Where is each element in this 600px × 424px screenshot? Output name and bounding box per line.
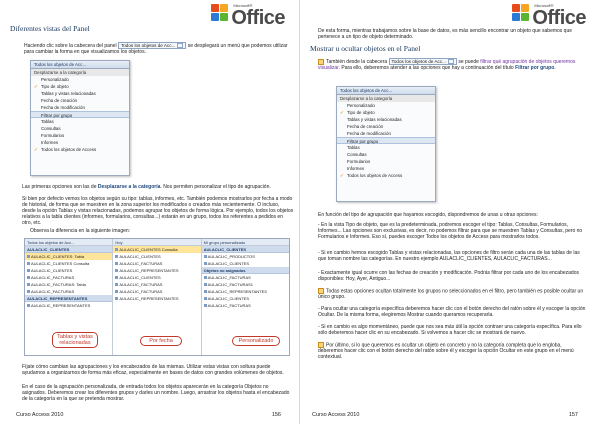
office-logo-icon — [512, 4, 530, 24]
list-item[interactable]: AULACLIC_CLIENTES — [202, 295, 289, 302]
footer-course: Curso Access 2010 — [16, 412, 64, 418]
menu-group-filter: Filtrar por grupo — [337, 137, 435, 144]
chevron-down-icon — [177, 43, 183, 48]
menu-item[interactable]: Formularios — [347, 159, 371, 164]
list-item[interactable]: AULACLIC_FACTURAS — [25, 274, 112, 281]
office-logo-icon — [211, 4, 229, 24]
list-item[interactable]: AULACLIC_FACTURAS: Tabla — [25, 281, 112, 288]
check-icon: ✓ — [34, 84, 38, 89]
chevron-down-icon — [448, 59, 454, 64]
lightbulb-icon — [318, 59, 324, 65]
list-item[interactable]: AULACLIC_CLIENTES: Tabla — [25, 253, 112, 260]
menu-item-selected[interactable]: ✓ Tipo de objeto — [34, 84, 69, 89]
menu-item-selected[interactable]: ✓ Todos los objetos de Access — [34, 147, 97, 152]
menu-item[interactable]: Consultas — [347, 152, 367, 157]
list-item[interactable]: AULACLIC_FACTURAS — [113, 281, 200, 288]
paragraph-groups: Fíjate cómo cambian las agrupaciones y los encabezados de las mismas. Utilizar estas vistas con soltura puede ayudarnos a organizarnos de forma más eficaz, especialmente en bases de datos con grandes volúmenes de objetos. — [22, 364, 284, 376]
menu-item-selected[interactable]: ✓ Todos los objetos de Access — [340, 173, 403, 178]
paragraph-observe: Observa la diferencia en la siguiente imagen: — [30, 228, 131, 234]
paragraph-collapse: - Si en cambio es algo momentáneo, puede que nos sea más útil la opción contraer una categoría específica. Para ello sólo deberemos hacer clic en su encabezado. Si volvemos a hacer clic se mostrará de nuevo. — [318, 324, 582, 336]
list-item[interactable]: AULACLIC_REPRESENTANTES — [202, 288, 289, 295]
menu-item[interactable]: Fecha de modificación — [347, 131, 391, 136]
lightbulb-icon — [318, 342, 324, 348]
panel-options-menu — [30, 60, 130, 176]
list-item[interactable]: AULACLIC_CLIENTES — [113, 253, 200, 260]
paragraph-filter: También desde la cabecera Todos los objetos de Acc... se puede filtrar qué agrupación de objetos queremos visualizar. Para ello, deberemos atender a las opciones que hay a continuación del título Filtrar por grupo. — [318, 58, 576, 71]
nav-column-date: Hoy AULACLIC_CLIENTES Consulta AULACLIC_CLIENTES AULACLIC_FACTURAS AULACLIC_REPRESENTANTES AULACLIC_CLIENTES AULACLIC_FACTURAS AULACLIC_FACTURAS AULACLIC_REPRESENTANTES — [113, 239, 201, 355]
list-item[interactable]: AULACLIC_CLIENTES — [113, 274, 200, 281]
list-item[interactable]: AULACLIC_CLIENTES — [25, 267, 112, 274]
logo-microsoft-text: Microsoft® — [534, 3, 554, 8]
callout-custom: Personalizado — [232, 336, 280, 346]
menu-item[interactable]: Tablas — [41, 119, 54, 124]
paragraph-intro: De esta forma, mientras trabajamos sobre la base de datos, es más sencillo encontrar un objeto que sabemos que pertenece a un tipo de objeto determinado. — [318, 28, 573, 40]
menu-item[interactable]: Fecha de creación — [347, 124, 384, 129]
menu-item[interactable]: Personalizado — [347, 103, 375, 108]
list-item[interactable]: AULACLIC_FACTURAS — [25, 288, 112, 295]
menu-group-filter: Filtrar por grupo — [31, 111, 129, 118]
intro-paragraph: Haciendo clic sobre la cabecera del panel Todos los objetos de Acc... se desplegará un menú que podemos utilizar para cambiar la forma en que visualizamos los objetos. — [24, 42, 288, 55]
list-item[interactable]: AULACLIC_CLIENTES — [202, 260, 289, 267]
list-item[interactable]: AULACLIC_REPRESENTANTES — [113, 267, 200, 274]
list-item[interactable]: AULACLIC_REPRESENTANTES — [25, 302, 112, 309]
menu-group-navigate: Desplazarse a la categoría — [31, 69, 129, 76]
list-item[interactable]: AULACLIC_REPRESENTANTES — [25, 295, 112, 302]
menu-item[interactable]: Formularios — [41, 133, 65, 138]
menu-header[interactable]: Todos los objetos de Acc... — [31, 61, 129, 69]
paragraph-related-tables: - Si en cambio hemos escogido Tablas y vistas relacionadas, las opciones de filtro serán cada una de las tablas de las que toman nombre las categorías. En nuestro ejemplo AULACLIC_CLIENTES, AULACLIC_FACTURAS... — [318, 250, 580, 262]
list-item[interactable]: AULACLIC_FACTURAS — [113, 260, 200, 267]
logo-office-text: Office — [532, 7, 586, 29]
list-item[interactable]: Objetos no asignados — [202, 267, 289, 274]
menu-header[interactable]: Todos los objetos de Acc... — [337, 87, 435, 95]
menu-item[interactable]: Tablas y vistas relacionadas — [347, 117, 402, 122]
page-number: 157 — [568, 412, 578, 418]
check-icon: ✓ — [340, 173, 344, 178]
panel-header-combo[interactable]: Todos los objetos de Acc... — [389, 58, 457, 65]
paragraph-options: En función del tipo de agrupación que hayamos escogido, dispondremos de unas u otras opciones: — [318, 212, 538, 218]
paragraph-hide-category: - Para ocultar una categoría específica deberemos hacer clic con el botón derecho del ratón sobre él y escoger la opción Ocultar. De la misma forma, elegiremos Mostrar cuando queramos recuperarla. — [318, 306, 586, 318]
check-icon: ✓ — [340, 110, 344, 115]
paragraph-object-type: - En la vista Tipo de objeto, que es la predeterminada, podremos escoger el tipo: Tablas, Consultas, Formularios, Informes... Las opciones son exclusivas, es decir, no podemos filtrar para que se muestren Tablas y Consultas, pero no Formularios e Informes. Eso sí, puedes escoger Todos los objetos de Access para mostrarlos todos. — [318, 222, 583, 240]
footer-course: Curso Access 2010 — [312, 412, 360, 418]
list-item[interactable]: AULACLIC_CLIENTES Consulta — [113, 246, 200, 253]
menu-item[interactable]: Fecha de creación — [41, 98, 78, 103]
menu-item[interactable]: Informes — [41, 140, 59, 145]
paragraph-hide-groups: Todas estas opciones ocultan totalmente los grupos no seleccionados en el filtro, pero también es posible ocultar un único grupo. — [318, 288, 584, 301]
list-item[interactable]: AULACLIC_FACTURAS1 — [202, 281, 289, 288]
menu-group-navigate: Desplazarse a la categoría — [337, 95, 435, 102]
panel-options-menu — [336, 86, 436, 202]
list-item[interactable]: AULACLIC_FACTURAS — [202, 302, 289, 309]
nav-column-related: Todos los objetos de Acc... AULACLIC_CLIENTES AULACLIC_CLIENTES: Tabla AULACLIC_CLIENTES Consulta AULACLIC_CLIENTES AULACLIC_FACTURAS AULACLIC_FACTURAS: Tabla AULACLIC_FACTURAS AULACLIC_REPRESENTANTES AULACLIC_REPRESENTANTES — [25, 239, 113, 355]
callout-related: Tablas y vistas relacionadas — [52, 332, 98, 348]
menu-item[interactable]: Fecha de modificación — [41, 105, 85, 110]
menu-item[interactable]: Tablas — [347, 145, 360, 150]
callout-date: Por fecha — [140, 336, 182, 346]
logo-microsoft-text: Microsoft® — [233, 3, 253, 8]
menu-item[interactable]: Personalizado — [41, 77, 69, 82]
section-title: Diferentes vistas del Panel — [10, 24, 90, 33]
panel-header-combo[interactable]: Todos los objetos de Acc... — [118, 42, 186, 49]
office-logo — [512, 4, 586, 28]
menu-item[interactable]: Tablas y vistas relacionadas — [41, 91, 96, 96]
paragraph-hide-object: Por último, si lo que queremos es ocultar un objeto en concreto y no la categoría completa que lo engloba, deberemos hacer clic con el botón derecho del ratón sobre él y escoger la opción Ocultar en este grupo en el menú contextual. — [318, 342, 574, 361]
list-item[interactable]: AULACLIC_CLIENTES Consulta — [25, 260, 112, 267]
nav-column-custom: Mi grupo personalizado AULACLIC_CLIENTES AULACLIC_PRODUCTOS AULACLIC_CLIENTES Objetos no asignados AULACLIC_FACTURAS AULACLIC_FACTURAS1 AULACLIC_REPRESENTANTES AULACLIC_CLIENTES AULACLIC_FACTURAS — [202, 239, 289, 355]
list-item[interactable]: AULACLIC_FACTURAS — [202, 274, 289, 281]
paragraph-categories: Las primeras opciones son las de Desplazarse a la categoría. Nos permiten personalizar el tipo de agrupación. — [22, 184, 271, 190]
page-number: 156 — [271, 412, 281, 418]
list-item[interactable]: AULACLIC_REPRESENTANTES — [113, 295, 200, 302]
list-item[interactable]: AULACLIC_PRODUCTOS — [202, 253, 289, 260]
list-item[interactable]: AULACLIC_FACTURAS — [113, 288, 200, 295]
check-icon: ✓ — [34, 147, 38, 152]
right-page — [300, 0, 600, 424]
menu-item-selected[interactable]: ✓ Tipo de objeto — [340, 110, 375, 115]
paragraph-dates: - Exactamente igual ocurre con las fechas de creación y modificación. Podrás filtrar por cada uno de los encabezados disponibles: Hoy, Ayer, Antiguo... — [318, 270, 579, 282]
lightbulb-icon — [318, 288, 324, 294]
logo-office-text: Office — [231, 7, 285, 29]
paragraph-views: Si bien por defecto vemos los objetos según su tipo: tablas, informes, etc. También podemos mostrarlos por fecha a modo de historial, de forma que se muestren en la zona superior los modificados o creados más recientemente. O incluso, desde la opción Tablas y vistas relacionadas, podemos agrupar los objetos de forma lógica. Por ejemplo, todos los objetos relativos a la tabla clientes (informes, formularios, consultas...) estarán en un grupo, todos los referentes a pedidos en otro, etc. — [22, 196, 294, 226]
paragraph-custom: En el caso de la agrupación personalizada, de entrada todos los objetos aparecerán en la categoría Objetos no asignados. Deberemos crear los diferentes grupos y darles un nombre. Luego, arrastrar los objetos hasta el encabezado de la categoría en la que se pretenda mostrar. — [22, 384, 290, 402]
menu-item[interactable]: Consultas — [41, 126, 61, 131]
office-logo — [211, 4, 285, 28]
section-title: Mostrar u ocultar objetos en el Panel — [310, 44, 421, 53]
menu-item[interactable]: Informes — [347, 166, 365, 171]
